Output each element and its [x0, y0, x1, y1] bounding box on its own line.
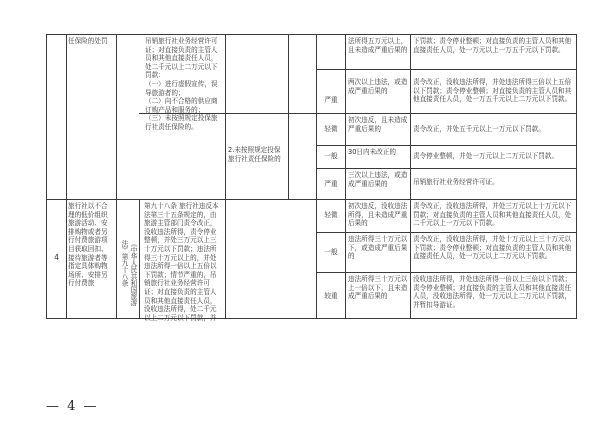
penalty-cell: 责令改正，并处五千元以上一万元以下罚款。 — [413, 125, 545, 133]
page-number: — 4 — — [46, 399, 99, 414]
severity-cell: 轻微 — [324, 125, 338, 133]
violation-item-cell: 旅行社以不合理的低价组织旅游活动、安排购物或者另行付费旅游项目获取回扣、接待旅游者等指定具体购物场所、安排另行付费旅 — [68, 202, 108, 288]
row-divider — [316, 69, 576, 70]
table-border-left — [46, 34, 47, 319]
row-divider — [316, 145, 576, 146]
row-number: 4 — [54, 253, 59, 262]
col-divider — [66, 34, 67, 319]
col-divider — [116, 34, 117, 319]
circumstance-cell: 初次违反，且未造成严重后果的 — [348, 116, 408, 133]
circumstance-cell: 违法所得三十万元以下，或造成严重后果的 — [348, 235, 408, 261]
penalty-cell: 责令改正，没收违法所得，并处违法所得三倍以上五倍以下罚款；责令停业整顿；对直接负责的主管人员和其他直接责任人员，处一万五千元以上二万元以下罚款。 — [413, 78, 572, 104]
col-divider — [225, 34, 226, 319]
circumstance-cell: 三次以上违法，或造成严重后果的 — [348, 171, 408, 188]
penalty-cell: 责令改正，没收违法所得，并处十万元以上三十万元以下罚款；责令停业整顿；对直接负责的主管人员和其他直接责任人员，处一万元以上二万元以下罚款。 — [413, 235, 572, 261]
severity-cell: 轻微 — [324, 211, 338, 219]
penalty-cell: 吊销旅行社业务经营许可证。 — [413, 178, 499, 186]
severity-cell: 严重 — [324, 180, 338, 188]
circumstance-cell: 30日内未改正的 — [348, 148, 396, 156]
penalty-cell: 没收违法所得，并处违法所得一倍以上三倍以下罚款；责令停业整顿；对直接负责的主管人员和其他直接责任人员，没收违法所得，处一万元以上二万元以下罚款，并暂扣导游证。 — [413, 275, 572, 309]
col-divider — [316, 34, 317, 319]
table-border-bottom — [46, 318, 576, 319]
table-border-right — [576, 34, 577, 319]
col-divider — [410, 199, 411, 319]
circumstance-cell: 法所得五万元以上，且未造成严重后果的 — [348, 37, 408, 54]
row-divider — [46, 199, 576, 200]
severity-cell: 较重 — [324, 292, 338, 300]
violation-item-cell: 任保险的处罚 — [68, 37, 108, 45]
col-divider — [139, 199, 140, 319]
row-divider — [316, 168, 576, 169]
penalty-cell: 下罚款；责令停业整顿；对直接负责的主管人员和其他直接责任人员，处一万元以上一万五千元以下罚款。 — [413, 37, 572, 54]
col-divider — [345, 34, 346, 319]
table-border-top — [46, 34, 576, 35]
row-divider — [316, 272, 576, 273]
circumstance-cell: 违法所得三十万元以上一倍以下，且未造成严重后果的 — [348, 275, 408, 301]
row-divider — [316, 232, 576, 233]
circumstance-cell: 初次违反，没收违法所得，且未造成严重后果的 — [348, 202, 408, 228]
col-divider — [410, 34, 411, 199]
circumstance-cell: 两次以上违法，或造成严重后果的 — [348, 78, 408, 95]
col-divider — [288, 34, 289, 199]
law-name-cell: 《中华人民共和国旅游法》第九十八条 — [120, 240, 137, 306]
penalty-cell: 责令改正，没收违法所得，并处三万元以上十万元以下罚款；对直接负责的主管人员和其他直接责任人员，处二千元以上一万元以下罚款。 — [413, 202, 572, 228]
severity-cell: 一般 — [324, 152, 338, 160]
severity-cell: 严重 — [324, 96, 338, 104]
sub-violation-cell: 2.未按照规定投保旅行社责任保险的 — [228, 146, 281, 163]
legal-basis-cell: 吊销旅行社业务经营许可证；对直接负责的主管人员和其他直接责任人员，处二千元以上二万元以下罚款： （一）进行虚假宣传，误导旅游者的； （二）向不合格的供应商订购产品和服务的； （三）未按照规定投保旅行社责任保险的。 — [145, 37, 218, 131]
severity-cell: 一般 — [324, 248, 338, 256]
legal-basis-cell: 第九十八条 旅行社违反本法第三十五条规定的，由旅游主管部门责令改正，没收违法所得，责令停业整顿，并处三万元以上三十万元以下罚款；违法所得三十万元以上的，并处违法所得一倍以上五倍以下罚款；情节严重的，吊销旅行社业务经营许可证；对直接负责的主管人员和其他直接责任人员，没收违法所得，处二千元以上二万元以下罚款，并 — [144, 202, 219, 322]
penalty-cell: 责令停业整顿，并处一万元以上二万元以下罚款。 — [413, 152, 559, 160]
